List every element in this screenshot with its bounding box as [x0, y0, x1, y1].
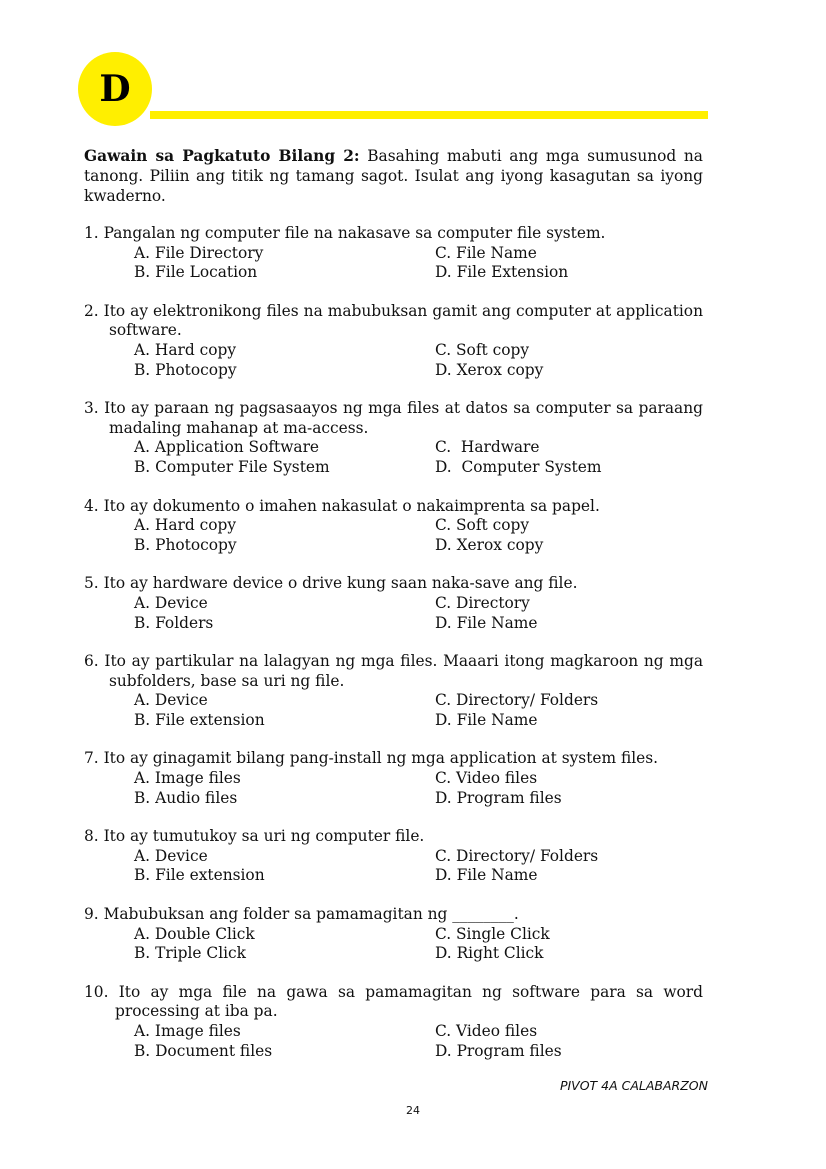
- choice-a: A. Device: [134, 593, 208, 612]
- question-stem: 1. Pangalan ng computer file na nakasave sa computer file system.: [84, 224, 606, 242]
- choice-a: A. Image files: [134, 769, 241, 788]
- question-7: [84, 749, 703, 808]
- choices: [84, 244, 703, 283]
- choices: [84, 691, 703, 730]
- choice-c: C. File Name: [435, 243, 537, 262]
- choice-c: C. Directory/ Folders: [435, 691, 599, 710]
- choices: [84, 769, 703, 808]
- section-letter: D: [99, 68, 131, 110]
- page-number: 24: [406, 1104, 420, 1117]
- choice-d: D. File Extension: [435, 263, 569, 282]
- choice-b: B. Folders: [134, 613, 214, 632]
- question-stem: 10. Ito ay mga file na gawa sa pamamagitan ng software para sa word processing at iba pa.: [84, 982, 703, 1021]
- question-10: [84, 983, 703, 1061]
- choice-b: B. File extension: [134, 866, 265, 885]
- choice-b: B. Triple Click: [134, 944, 246, 963]
- choice-b: B. Computer File System: [134, 457, 330, 476]
- activity-title: Gawain sa Pagkatuto Bilang 2:: [84, 147, 360, 165]
- choice-d: D. File Name: [435, 866, 538, 885]
- choice-b: B. Photocopy: [134, 535, 237, 554]
- choice-b: B. Audio files: [134, 788, 238, 807]
- choice-c: C. Video files: [435, 769, 538, 788]
- choice-b: B. Document files: [134, 1041, 273, 1060]
- question-stem: 2. Ito ay elektronikong files na mabubuksan gamit ang computer at application software.: [84, 301, 703, 340]
- choice-b: B. File extension: [134, 710, 265, 729]
- choice-a: A. File Directory: [134, 243, 264, 262]
- choice-c: C. Single Click: [435, 924, 550, 943]
- choice-c: C. Directory: [435, 593, 530, 612]
- question-2: [84, 302, 703, 380]
- choice-d: D. Xerox copy: [435, 360, 544, 379]
- question-6: [84, 652, 703, 730]
- choice-c: C. Hardware: [435, 438, 540, 457]
- choice-c: C. Directory/ Folders: [435, 846, 599, 865]
- section-badge: [78, 52, 152, 126]
- choice-a: A. Hard copy: [134, 340, 237, 359]
- question-9: [84, 905, 703, 964]
- question-3: [84, 399, 703, 477]
- choice-d: D. Program files: [435, 788, 562, 807]
- activity-instructions: [84, 146, 703, 206]
- question-5: [84, 574, 703, 633]
- footer-credit: PIVOT 4A CALABARZON: [559, 1078, 708, 1093]
- choice-a: A. Hard copy: [134, 516, 237, 535]
- question-1: [84, 224, 703, 283]
- question-list: [84, 224, 703, 1080]
- choice-a: A. Device: [134, 846, 208, 865]
- choice-a: A. Device: [134, 691, 208, 710]
- choice-d: D. File Name: [435, 613, 538, 632]
- activity-text: Basahing mabuti ang mga sumusunod na tanong. Piliin ang titik ng tamang sagot. Isulat ang iyong kasagutan sa iyong kwaderno.: [84, 147, 703, 205]
- choice-c: C. Video files: [435, 1022, 538, 1040]
- choices: [84, 847, 703, 886]
- choice-d: D. Computer System: [435, 457, 602, 476]
- choices: [84, 594, 703, 633]
- choice-d: D. Program files: [435, 1041, 562, 1060]
- question-stem: 6. Ito ay partikular na lalagyan ng mga files. Maaari itong magkaroon ng mga subfolders, base sa uri ng file.: [84, 652, 703, 690]
- choice-a: A. Double Click: [134, 924, 255, 943]
- choice-d: D. Right Click: [435, 944, 544, 963]
- choices: [84, 341, 703, 380]
- question-stem: 7. Ito ay ginagamit bilang pang-install ng mga application at system files.: [84, 749, 659, 768]
- choices: [84, 925, 703, 964]
- choices: [84, 1022, 703, 1061]
- choices: [84, 516, 703, 555]
- question-stem: 9. Mabubuksan ang folder sa pamamagitan ng ________.: [84, 905, 519, 924]
- choice-b: B. File Location: [134, 263, 258, 282]
- choice-d: D. Xerox copy: [435, 535, 544, 554]
- question-stem: 4. Ito ay dokumento o imahen nakasulat o nakaimprenta sa papel.: [84, 496, 600, 515]
- choice-c: C. Soft copy: [435, 340, 530, 359]
- choice-b: B. Photocopy: [134, 360, 237, 379]
- question-4: [84, 497, 703, 556]
- choice-a: A. Application Software: [134, 438, 320, 457]
- choice-a: A. Image files: [134, 1022, 241, 1040]
- choice-d: D. File Name: [435, 710, 538, 729]
- question-stem: 5. Ito ay hardware device o drive kung saan naka-save ang file.: [84, 574, 578, 593]
- choices: [84, 438, 703, 477]
- question-stem: 8. Ito ay tumutukoy sa uri ng computer file.: [84, 827, 425, 846]
- choice-c: C. Soft copy: [435, 516, 530, 535]
- header-bar: [150, 111, 708, 119]
- question-8: [84, 827, 703, 886]
- question-stem: 3. Ito ay paraan ng pagsasaayos ng mga files at datos sa computer sa paraang madaling mahanap at ma-access.: [84, 399, 703, 437]
